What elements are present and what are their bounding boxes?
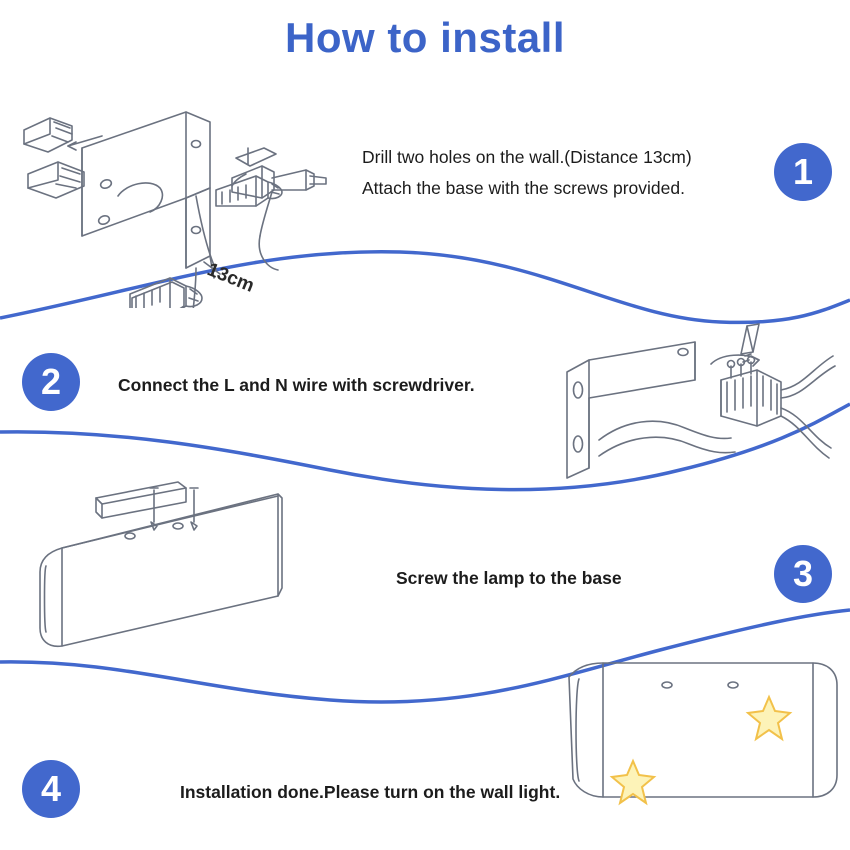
page-title: How to install: [285, 14, 565, 61]
step-4-badge: [22, 760, 80, 818]
step-3-line-1: Screw the lamp to the base: [396, 568, 622, 588]
step-1-number: 1: [792, 151, 814, 192]
step-2-badge: [22, 353, 80, 411]
step-3-illustration: [10, 468, 310, 658]
step-3-text: [396, 563, 622, 594]
step-2-number: 2: [40, 361, 62, 402]
step-4-line-1: Installation done.Please turn on the wall light.: [180, 782, 561, 802]
step-1-line-2: Attach the base with the screws provided.: [362, 177, 685, 198]
step-3-badge: [774, 545, 832, 603]
step-2-illustration: [545, 320, 845, 500]
step-2-line-1: Connect the L and N wire with screwdriver.: [118, 375, 475, 395]
step-1-illustration: [10, 78, 340, 308]
step-4-illustration: [545, 645, 845, 845]
step-3-number: 3: [792, 553, 814, 594]
step-1-text: [362, 142, 692, 203]
sparkle-icon: [748, 697, 790, 739]
step-2-text: [118, 370, 475, 401]
step-4-text: [180, 777, 560, 808]
step-1-line-1: Drill two holes on the wall.(Distance 13cm): [362, 147, 692, 167]
step-1-badge: [774, 143, 832, 201]
step-4-number: 4: [40, 768, 62, 809]
dimension-label: 13cm: [204, 259, 258, 297]
